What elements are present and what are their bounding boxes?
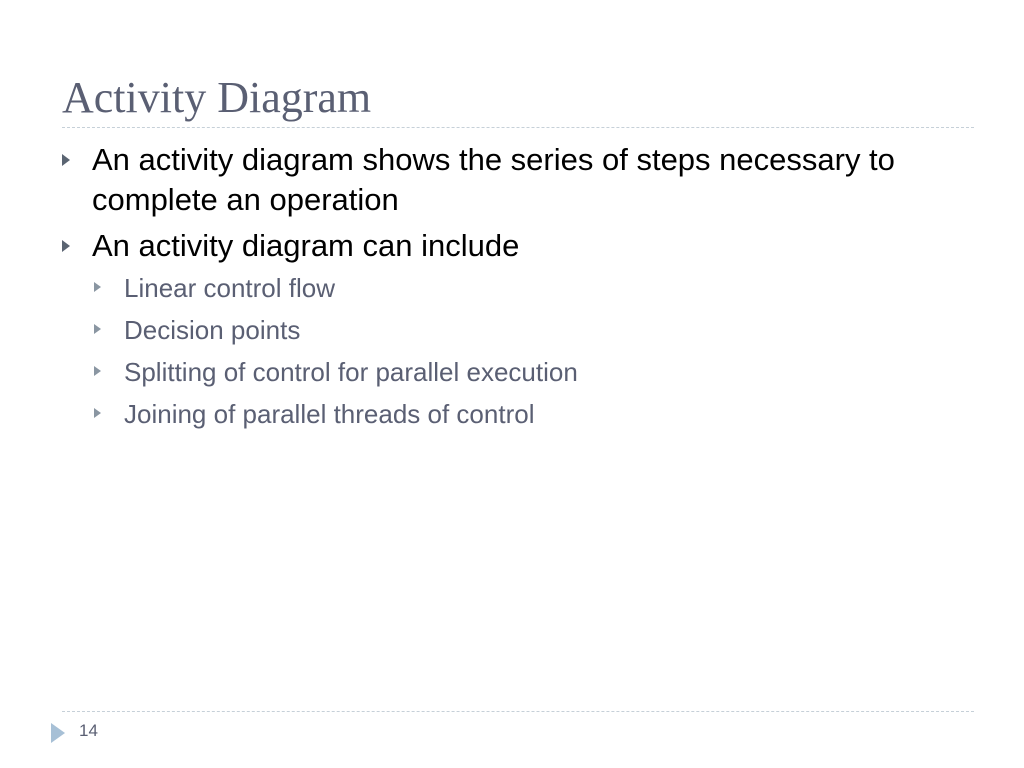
title-divider — [62, 127, 974, 128]
slide-body — [62, 140, 962, 440]
sub-bullet-text: Linear control flow — [124, 273, 335, 303]
sub-bullet-arrow-icon — [94, 408, 101, 418]
footer-divider — [62, 711, 974, 712]
footer-triangle-icon — [51, 723, 65, 743]
sub-bullet-item — [94, 314, 962, 346]
page-number: 14 — [79, 721, 98, 740]
bullet-arrow-icon — [62, 154, 70, 166]
sub-bullet-arrow-icon — [94, 282, 101, 292]
sub-bullet-arrow-icon — [94, 324, 101, 334]
bullet-arrow-icon — [62, 240, 70, 252]
bullet-item — [62, 226, 962, 266]
sub-bullet-text: Decision points — [124, 315, 301, 345]
bullet-item — [62, 140, 962, 220]
sub-bullet-item — [94, 398, 962, 430]
bullet-text: An activity diagram shows the series of steps necessary to complete an operation — [92, 142, 895, 217]
sub-bullet-text: Splitting of control for parallel execution — [124, 357, 578, 387]
sub-bullet-item — [94, 272, 962, 304]
sub-bullet-item — [94, 356, 962, 388]
sub-bullet-arrow-icon — [94, 366, 101, 376]
slide-title: Activity Diagram — [62, 73, 372, 122]
sub-bullet-text: Joining of parallel threads of control — [124, 399, 535, 429]
bullet-text: An activity diagram can include — [92, 228, 520, 263]
